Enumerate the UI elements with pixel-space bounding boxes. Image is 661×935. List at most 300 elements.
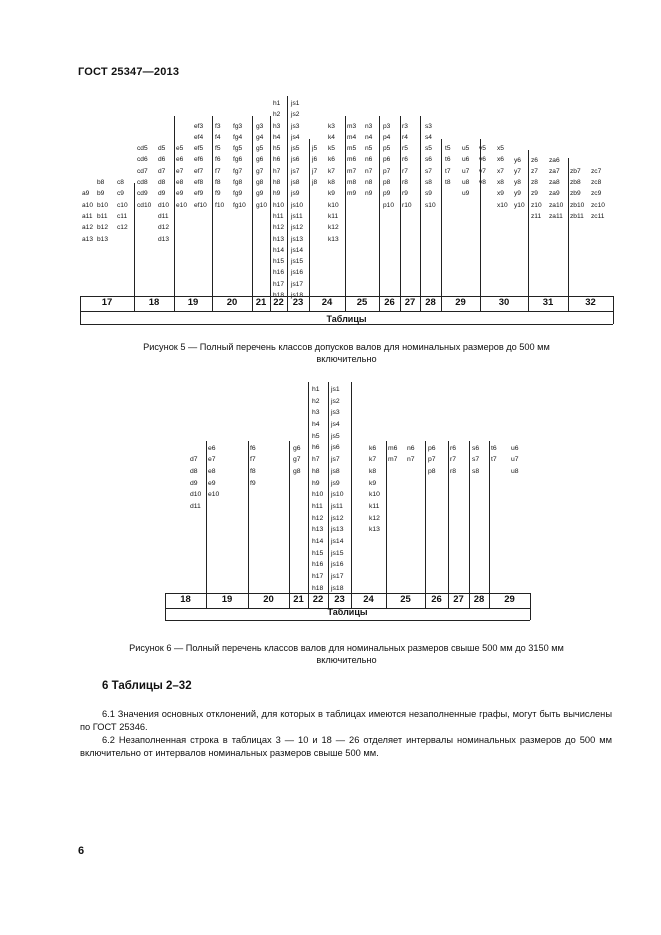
figure-5-tolerance-class: j6	[312, 156, 318, 164]
figure-6-tolerance-class: n6	[407, 444, 415, 452]
figure-6-class-column	[450, 443, 456, 478]
figure-6-tolerance-class: h13	[312, 526, 324, 534]
figure-5-tolerance-class: fg9	[233, 190, 243, 198]
figure-5-tolerance-class: cd5	[137, 145, 148, 153]
figure-6-tolerance-class: js17	[331, 573, 344, 580]
figure-6-tolerance-class: js2	[331, 397, 340, 405]
figure-5-tolerance-class: b13	[97, 235, 109, 243]
figure-5-tolerance-class: fg3	[233, 122, 243, 130]
figure-6-separator-line	[425, 441, 426, 593]
figure-5-tolerance-class: n9	[365, 190, 373, 198]
figure-5-tolerance-class: h13	[273, 235, 285, 243]
figure-5-tolerance-class: p8	[383, 179, 391, 187]
figure-5-tolerance-class: s8	[425, 179, 432, 187]
figure-5-tolerance-class: za6	[549, 156, 560, 164]
figure-5-tolerance-class: s7	[425, 167, 432, 175]
figure-5-tolerance-class: d13	[158, 235, 170, 243]
figure-5-tolerance-class: p6	[383, 156, 391, 164]
figure-6-tolerance-class: h4	[312, 421, 320, 429]
figure-6-separator-line	[386, 441, 387, 593]
figure-5-table-number: 20	[226, 297, 238, 308]
figure-5-tolerance-class: k10	[328, 201, 339, 209]
figure-5-tolerance-class: r8	[402, 179, 408, 187]
figure-5-tolerance-class: s5	[425, 145, 432, 153]
figure-6-separator-line	[308, 382, 309, 593]
figure-5-tolerance-class: z9	[531, 190, 538, 198]
figure-5-tolerance-class: zc8	[591, 179, 602, 187]
figure-5-tolerance-class: b10	[97, 201, 109, 209]
figure-5-tolerance-class: ef4	[194, 133, 204, 141]
figure-6-tolerance-class: h7	[312, 456, 320, 464]
figure-5-tolerance-class: n8	[365, 179, 373, 187]
figure-5-tolerance-class: x8	[497, 179, 504, 187]
figure-5-tolerance-class: m7	[347, 167, 357, 175]
figure-6-tolerance-class: k10	[369, 491, 380, 499]
figure-5-tolerance-class: h4	[273, 133, 281, 141]
figure-6-tolerance-class: g6	[293, 444, 301, 452]
figure-5-tolerance-class: t8	[445, 179, 451, 187]
figure-6-separator-line	[289, 441, 290, 593]
figure-5-tolerance-class: f9	[215, 190, 221, 198]
figure-6-tolerance-class: k6	[369, 444, 377, 452]
figure-5-tolerance-class: js8	[291, 179, 300, 187]
figure-6-tolerance-class: r6	[450, 444, 457, 452]
figure-5-tolerance-class: z7	[531, 167, 538, 175]
figure-5-tolerance-class: d12	[158, 224, 170, 232]
figure-5-tolerance-class: r3	[402, 122, 408, 130]
figure-6-tolerance-class: u6	[511, 444, 519, 452]
figure-5-table-number: 17	[101, 297, 113, 308]
figure-6-tolerance-class: g8	[293, 467, 301, 475]
figure-6-tolerance-class: t6	[491, 444, 497, 452]
figure-6-tolerance-class: h8	[312, 467, 320, 475]
figure-5-tolerance-class: js18	[291, 292, 304, 300]
figure-5-tolerance-class: zc9	[591, 190, 602, 198]
figure-5-tolerance-class: n6	[365, 156, 373, 164]
figure-5-tolerance-class: v5	[479, 145, 486, 153]
figure-5-tolerance-class: k13	[328, 235, 339, 243]
figure-6-table-number: 23	[334, 594, 345, 605]
figure-6-tolerance-class: js3	[331, 409, 340, 417]
figure-6-tolerance-class: d10	[190, 491, 202, 499]
figure-6-tolerance-class: js12	[331, 514, 344, 522]
figure-5-tolerance-class: ef6	[194, 156, 204, 164]
figure-5-tolerance-class: g3	[256, 122, 264, 130]
figure-5-tolerance-class: b11	[97, 212, 108, 220]
figure-6-tolerance-class: h6	[312, 444, 320, 452]
figure-6-tolerance-class: e10	[208, 491, 220, 499]
figure-6-tolerance-class: d9	[190, 479, 198, 487]
figure-6-tolerance-class: u8	[511, 467, 519, 475]
figure-6-tolerance-class: d11	[190, 502, 201, 510]
figure-6-tolerance-class: m7	[388, 456, 398, 464]
figure-5-tolerance-class: h12	[273, 224, 285, 232]
figure-6-tolerance-class: r7	[450, 456, 457, 464]
figure-5-tolerance-class: j5	[312, 145, 318, 153]
figure-5-tolerance-class: c12	[117, 224, 128, 232]
figure-5-tolerance-class: g6	[256, 156, 264, 164]
figure-5-tolerance-class: ef10	[194, 201, 207, 209]
figure-5-tolerance-class: e10	[176, 201, 188, 209]
figure-5-tolerance-class: js9	[291, 190, 300, 198]
figure-6-table-number: 24	[363, 594, 374, 605]
figure-5-tolerance-class: f10	[215, 201, 225, 209]
figure-6-tolerance-class: h14	[312, 537, 324, 545]
figure-6-tolerance-class: k12	[369, 514, 380, 522]
figure-5-tolerance-class: c9	[117, 190, 124, 198]
figure-5-tolerance-class: n7	[365, 167, 373, 175]
figure-6-tolerance-class: h11	[312, 502, 323, 510]
figure-6-table-number: 21	[293, 594, 304, 605]
figure-5-tolerance-class: js1	[291, 100, 300, 107]
figure-5-tolerance-class: r9	[402, 190, 408, 198]
figure-6-tolerance-class: js4	[331, 421, 340, 429]
figure-6-table-number: 29	[504, 594, 515, 605]
figure-6-tolerance-class: h16	[312, 561, 324, 569]
figure-5-tolerance-class: a11	[82, 212, 93, 220]
figure-5-tolerance-class: y7	[514, 167, 521, 175]
figure-5-tolerance-class: fg7	[233, 167, 243, 175]
figure-6-tolerance-class: js15	[331, 549, 344, 557]
figure-5-tolerance-class: y6	[514, 156, 521, 164]
figure-5-tolerance-class: d8	[158, 179, 166, 187]
figure-5-tolerance-class: g9	[256, 190, 264, 198]
section-title: 6 Таблицы 2–32	[102, 680, 192, 692]
figure-6-tolerance-class: e8	[208, 467, 216, 475]
figure-6-table-number: 25	[400, 594, 411, 605]
figure-5-tolerance-class: zb10	[570, 201, 585, 209]
figure-6-separator-line	[248, 441, 249, 593]
figure-5-tolerance-class: b12	[97, 224, 109, 232]
figure-5-tolerance-class: c8	[117, 179, 124, 187]
figure-5-tolerance-class: zb8	[570, 179, 581, 187]
figure-6-separator-line	[448, 441, 449, 593]
figure-5-table-number: 29	[455, 297, 466, 308]
figure-5-tolerance-class: t7	[445, 167, 451, 175]
figure-6-tolerance-class: h1	[312, 386, 320, 393]
figure-5-tolerance-class: za7	[549, 167, 560, 175]
figure-5-tolerance-class: h1	[273, 100, 281, 107]
figure-5-tolerance-class: h10	[273, 201, 285, 209]
figure-5-tolerance-class: k7	[328, 167, 335, 175]
figure-6-tolerance-class: h10	[312, 491, 324, 499]
figure-5-tolerance-class: zb11	[570, 212, 584, 220]
figure-5-table-number: 30	[498, 297, 510, 308]
figure-5-tolerance-class: v8	[479, 179, 486, 187]
figure-6-tolerance-class: p6	[428, 444, 436, 452]
figure-5-caption-line-1: Рисунок 5 — Полный перечень классов допусков валов для номинальных размеров до 500 мм	[143, 342, 550, 352]
figure-5-tolerance-class: zb7	[570, 167, 581, 175]
figure-6-class-column	[293, 443, 301, 478]
figure-6-tolerance-class: k13	[369, 526, 380, 534]
figure-5-tolerance-class: js17	[291, 280, 304, 288]
figure-5-tolerance-class: n3	[365, 122, 373, 130]
figure-5-tolerance-class: p5	[383, 145, 391, 153]
figure-5-tolerance-class: ef7	[194, 167, 204, 175]
figure-6-tolerance-class: f9	[250, 479, 256, 487]
figure-6-tolerance-class: js14	[331, 537, 344, 545]
figure-5-tolerance-class: m8	[347, 179, 357, 187]
figure-5-tolerance-class: js6	[291, 156, 300, 164]
figure-5-tolerance-class: d11	[158, 212, 169, 220]
figure-6-tolerance-class: s7	[472, 456, 480, 464]
figure-6-tolerance-class: js10	[331, 491, 344, 499]
figure-5-table-number: 23	[292, 297, 304, 308]
figure-5-tolerance-class: a9	[82, 190, 90, 198]
figure-5-tolerance-class: c10	[117, 201, 128, 209]
paragraph-6-1: 6.1 Значения основных отклонений, для которых в таблицах имеются незаполненные графы, могут быть вычислены по ГОСТ 25346.	[80, 709, 612, 732]
figure-6-tolerance-class: f6	[250, 444, 256, 452]
figure-5-tolerance-class: y10	[514, 201, 525, 209]
figure-6-table-number: 19	[221, 594, 233, 605]
figure-6-tolerance-class: h5	[312, 432, 320, 440]
figure-5-tolerance-class: za11	[549, 212, 563, 220]
figure-5-tolerance-class: fg4	[233, 133, 243, 141]
figure-5-tolerance-class: p3	[383, 122, 391, 130]
figure-5-tolerance-class: ef8	[194, 179, 204, 187]
figure-5-tolerance-class: g8	[256, 179, 264, 187]
figure-5-tolerance-class: h7	[273, 167, 281, 175]
page-number: 6	[78, 845, 85, 857]
figure-5-tolerance-class: js10	[291, 201, 304, 209]
figure-5-tolerance-class: f4	[215, 133, 221, 141]
figure-5-tolerance-class: g4	[256, 133, 264, 141]
figure-6-class-column	[190, 454, 201, 512]
figure-5-tolerance-class: k11	[328, 212, 339, 220]
figure-5-tolerance-class: p4	[383, 133, 391, 141]
figure-5-tolerance-class: m9	[347, 190, 357, 198]
figure-6-tolerance-class: s6	[472, 444, 480, 452]
document-header: ГОСТ 25347—2013	[78, 66, 180, 78]
figure-6-class-column	[511, 443, 519, 478]
figure-6-separator-line	[328, 382, 329, 593]
figure-5-tolerance-class: za8	[549, 179, 560, 187]
figure-5-tolerance-class: d7	[158, 167, 166, 175]
figure-6-tolerance-class: r8	[450, 467, 457, 475]
figure-6-tolerance-class: js1	[331, 386, 340, 393]
figure-5-tolerance-class: e6	[176, 156, 184, 164]
figure-6-tolerance-class: js13	[331, 526, 344, 534]
figure-5-table-label: Таблицы	[326, 314, 367, 324]
figure-6-frame-line	[530, 593, 531, 620]
figure-5-tolerance-class: h8	[273, 179, 281, 187]
figure-5-tolerance-class: s3	[425, 122, 432, 130]
figure-5-tolerance-class: h15	[273, 258, 285, 266]
figure-5-tolerance-class: h5	[273, 145, 281, 153]
figure-6-caption-line-1: Рисунок 6 — Полный перечень классов валов для номинальных размеров свыше 500 мм до 3150 мм	[129, 643, 564, 653]
figure-6-class-column	[250, 443, 256, 490]
figure-5-tolerance-class: a12	[82, 224, 94, 232]
figure-5-tolerance-class: d6	[158, 156, 166, 164]
figure-5-tolerance-class: f6	[215, 156, 221, 164]
figure-6-caption	[60, 642, 633, 666]
figure-5-tolerance-class: zc10	[591, 201, 605, 209]
figure-5-table-number: 18	[148, 297, 160, 308]
figure-6-tolerance-class: h18	[312, 584, 324, 592]
figure-5-table-number: 28	[425, 297, 436, 308]
figure-6-class-column	[312, 384, 323, 594]
figure-5-tolerance-class: f3	[215, 122, 221, 130]
figure-5-tolerance-class: ef3	[194, 122, 204, 130]
figure-6-separator-line	[469, 441, 470, 593]
figure-5-table-number: 32	[585, 297, 596, 308]
figure-6-tolerance-class: k8	[369, 467, 377, 475]
figure-6-tolerance-class: h15	[312, 549, 324, 557]
figure-6-tolerance-class: h2	[312, 397, 320, 405]
figure-6-tolerance-class: u7	[511, 456, 519, 464]
figure-5-tolerance-class: js16	[291, 269, 304, 277]
figure-6-table-number: 26	[431, 594, 442, 605]
figure-6-table-number: 20	[263, 594, 274, 605]
figure-5-caption-line-2: включительно	[316, 354, 377, 364]
figure-5-tolerance-class: f5	[215, 145, 221, 153]
figure-5-tolerance-class: n4	[365, 133, 373, 141]
figure-6-tolerance-class: js8	[331, 467, 340, 475]
figure-5-tolerance-class: v6	[479, 156, 486, 164]
figure-5-tolerance-class: a13	[82, 235, 94, 243]
figure-6-tolerance-class: g7	[293, 456, 301, 464]
figure-5-tolerance-class: e8	[176, 179, 184, 187]
figure-5-tolerance-class: cd6	[137, 156, 148, 164]
figure-5-table-number: 25	[356, 297, 368, 308]
figure-5-tolerance-class: fg6	[233, 156, 243, 164]
figure-6-tolerance-class: k9	[369, 479, 377, 487]
figure-5-tolerance-class: js11	[291, 212, 303, 220]
figure-5-tolerance-class: k3	[328, 122, 335, 130]
figure-5-tolerance-class: cd10	[137, 201, 152, 209]
figure-5-tolerance-class: x9	[497, 190, 504, 198]
figure-5-tolerance-class: f8	[215, 179, 221, 187]
figure-5-tolerance-class: k9	[328, 190, 335, 198]
figure-6-class-column	[208, 443, 219, 501]
figure-5-tolerance-class: u8	[462, 179, 470, 187]
figure-5-tolerance-class: h18	[273, 292, 285, 300]
figure-5-tolerance-class: ef9	[194, 190, 204, 198]
figure-5-tolerance-class: d9	[158, 190, 166, 198]
figure-5-tolerance-class: x6	[497, 156, 504, 164]
figure-6-class-column	[428, 443, 436, 478]
figure-6-tolerance-class: js5	[331, 432, 340, 440]
figure-6-tolerance-class: d7	[190, 456, 198, 464]
figure-5-tolerance-class: za9	[549, 190, 560, 198]
figure-6-tolerance-class: e6	[208, 444, 216, 452]
figure-5-tolerance-class: y9	[514, 190, 521, 198]
figure-5-tolerance-class: h11	[273, 212, 284, 220]
figure-5-tolerance-class: r5	[402, 145, 408, 153]
figure-5-tolerance-class: h9	[273, 190, 281, 198]
figure-5-tolerance-class: fg10	[233, 201, 246, 209]
figure-5-tolerance-class: e5	[176, 145, 184, 153]
figure-6-caption-line-2: включительно	[316, 655, 377, 665]
figure-5-tolerance-class: js3	[291, 122, 300, 130]
paragraph-6-2: 6.2 Незаполненная строка в таблицах 3 — 10 и 18 — 26 отделяет интервалы номинальных размеров до 500 мм включительно от интервалов номинальных размеров свыше 500 мм.	[80, 735, 612, 758]
figure-6-tolerance-class: h3	[312, 409, 320, 417]
figure-6-tolerance-class: k7	[369, 456, 377, 464]
figure-5-tolerance-class: y8	[514, 179, 521, 187]
figure-6-table-row-line	[165, 620, 530, 621]
figure-5-tolerance-class: r7	[402, 167, 408, 175]
figure-6-class-column	[369, 443, 380, 537]
figure-5-tolerance-class: h6	[273, 156, 281, 164]
figure-6-tolerance-class: h12	[312, 514, 324, 522]
figure-6-class-column	[472, 443, 479, 478]
figure-5-tolerance-class: zc11	[591, 212, 605, 220]
figure-6-table-number: 27	[453, 594, 464, 605]
figure-5-tolerance-class: f7	[215, 167, 221, 175]
figure-5-tolerance-class: r4	[402, 133, 408, 141]
figure-5-tolerance-class: b9	[97, 190, 105, 198]
figure-5-tolerance-class: js13	[291, 235, 304, 243]
figure-5-tolerance-class: s6	[425, 156, 432, 164]
figure-5-tolerance-class: m4	[347, 133, 357, 141]
figure-6-class-column	[491, 443, 497, 466]
figure-5-tolerance-class: za10	[549, 201, 564, 209]
figure-5-tolerance-class: js5	[291, 145, 300, 153]
figure-5-tolerance-class: s10	[425, 201, 436, 209]
figure-5-tolerance-class: z10	[531, 201, 542, 209]
figure-5-tolerance-class: j7	[312, 167, 318, 175]
figure-5-tolerance-class: u6	[462, 156, 470, 164]
figure-5-tolerance-class: h14	[273, 246, 285, 254]
figure-6-tolerance-class: p7	[428, 456, 436, 464]
figure-5-tolerance-class: t5	[445, 145, 451, 153]
figure-5-tolerance-class: j8	[312, 179, 318, 187]
figure-5-table-number: 19	[187, 297, 199, 308]
figure-5-table-number: 31	[542, 297, 554, 308]
figure-5-tolerance-class: a10	[82, 201, 94, 209]
figure-5-tolerance-class: p10	[383, 201, 395, 209]
figure-6-tolerance-class: h9	[312, 479, 320, 487]
figure-5-tolerance-class: r10	[402, 201, 412, 209]
figure-6-tolerance-class: m6	[388, 444, 398, 452]
figure-6-tolerance-class: d8	[190, 467, 198, 475]
figure-5-tolerance-class: e9	[176, 190, 184, 198]
figure-5-tolerance-class: d5	[158, 145, 166, 153]
figure-5-tolerance-class: n5	[365, 145, 373, 153]
figure-5-tolerance-class: x5	[497, 145, 504, 153]
figure-5-tolerance-class: cd9	[137, 190, 148, 198]
figure-5-tolerance-class: k8	[328, 179, 335, 187]
figure-5-tolerance-class: u9	[462, 190, 470, 198]
figure-6-class-column	[407, 443, 415, 466]
figure-5-tolerance-class: x7	[497, 167, 504, 175]
figure-5-tolerance-class: h17	[273, 280, 285, 288]
figure-6-table-label: Таблицы	[327, 607, 368, 617]
figure-5-tolerance-class: m6	[347, 156, 357, 164]
figure-6-tolerance-class: e9	[208, 479, 216, 487]
figure-5-table-number: 24	[321, 297, 333, 308]
figure-5-tolerance-class: b8	[97, 179, 105, 187]
figure-5-tolerance-class: v7	[479, 167, 486, 175]
figure-5-tolerance-class: e7	[176, 167, 184, 175]
figure-5-tolerance-class: cd7	[137, 167, 148, 175]
figure-5-table-number: 22	[273, 297, 284, 308]
figure-6-tolerance-class: f8	[250, 467, 256, 475]
figure-5-tolerance-class: t6	[445, 156, 451, 164]
figure-6-table-number: 22	[312, 594, 324, 605]
figure-5-tolerance-class: g5	[256, 145, 264, 153]
figure-5-tolerance-class: fg8	[233, 179, 243, 187]
figure-6-table-number: 18	[180, 594, 191, 605]
figure-6-table-number: 28	[473, 594, 485, 605]
figure-5-tolerance-class: zc7	[591, 167, 602, 175]
figure-5-tolerance-class: ef5	[194, 145, 204, 153]
figure-5-tolerance-class: h3	[273, 122, 281, 130]
figure-5-tolerance-class: k4	[328, 133, 335, 141]
figure-5-tolerance-class: d10	[158, 201, 170, 209]
figure-6-tolerance-class: js9	[331, 479, 340, 487]
figure-6-separator-line	[489, 441, 490, 593]
